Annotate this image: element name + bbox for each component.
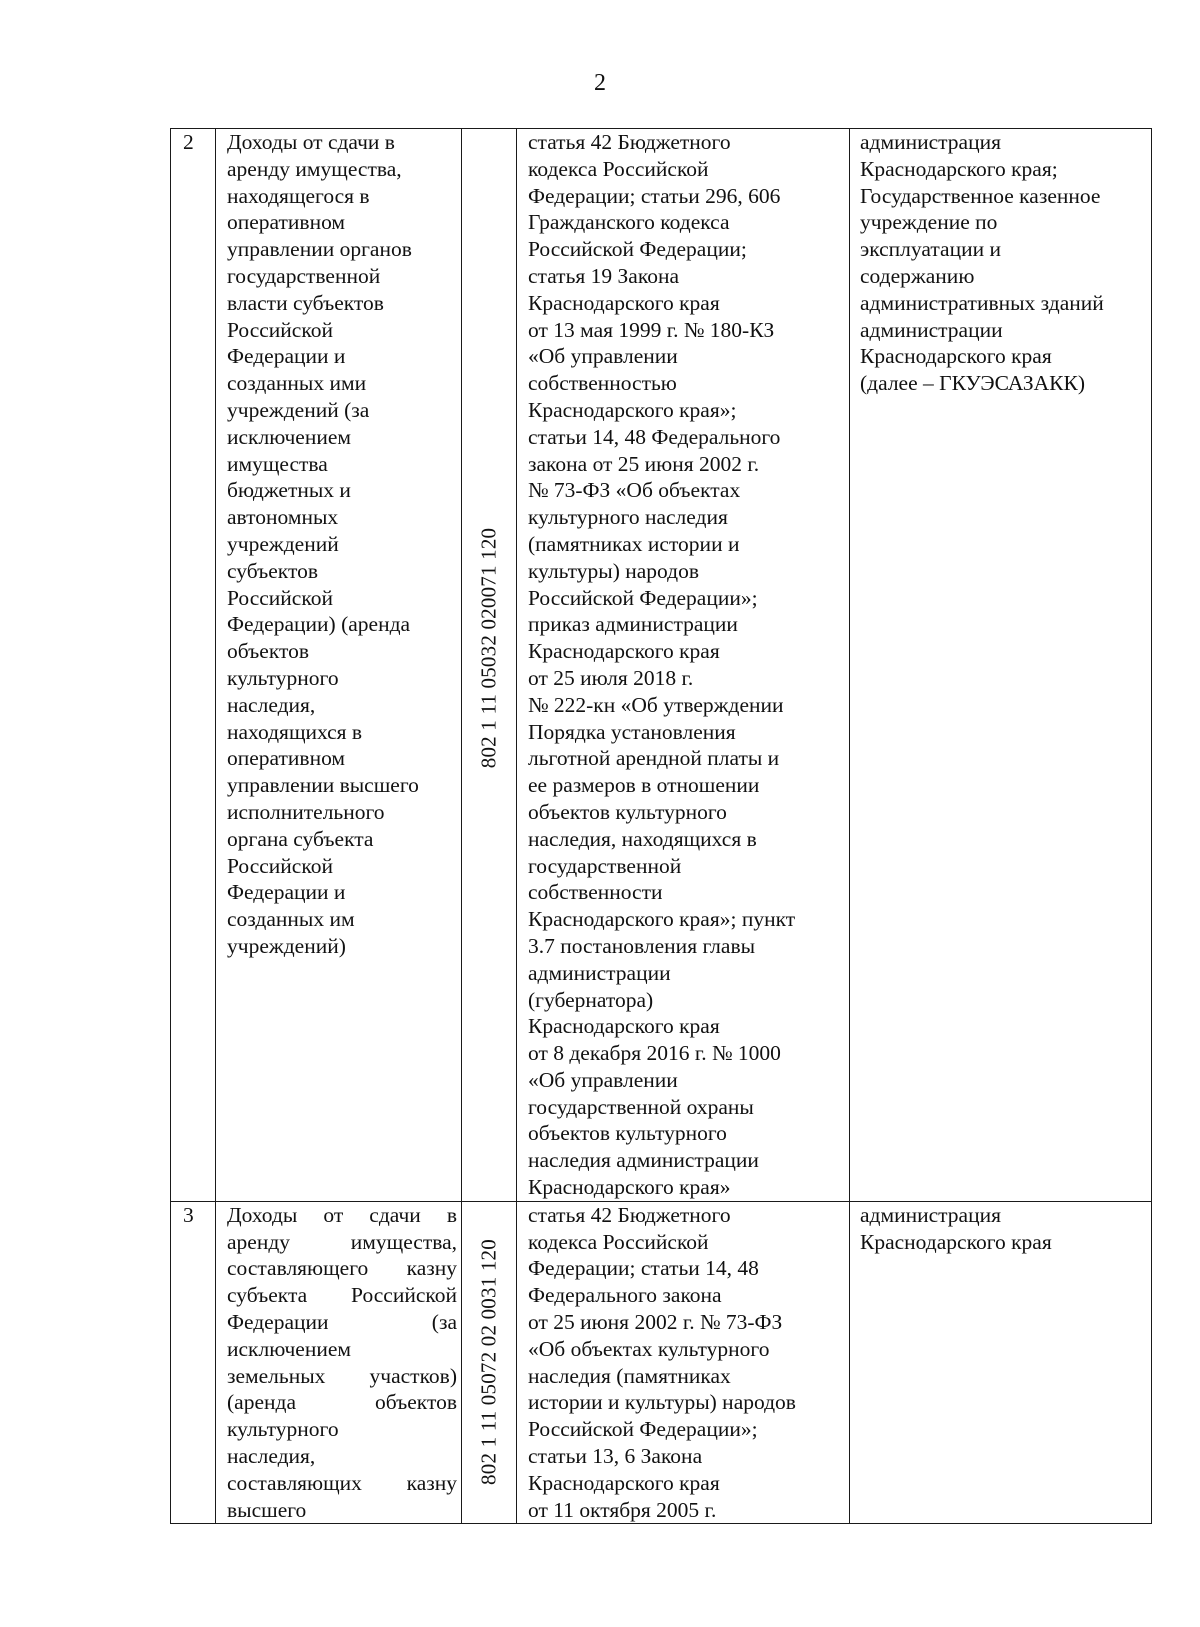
legal-basis: статья 42 Бюджетного кодекса Российской Федерации; статьи 14, 48 Федерального закона от 25 июня 2002 г. № 73-ФЗ «Об объектах культурного наследия (памятниках истории и культуры) народов Российской Федерации»; статьи 13, 6 Закона Краснодарского края от 11 октября 2005 г. <box>528 1202 796 1522</box>
revenue-name: Доходы от сдачи в аренду имущества, составляющего казну субъекта Российской Федерации (за исключением земельных участков) (аренда объектов культурного наследия, составляющих казну высшего <box>227 1202 457 1522</box>
budget-code-wrap <box>462 129 516 1199</box>
budget-code-cell <box>462 1201 517 1524</box>
revenue-name-cell <box>216 1201 462 1524</box>
legal-basis: статья 42 Бюджетного кодекса Российской Федерации; статьи 296, 606 Гражданского кодекса Российской Федерации; статья 19 Закона Краснодарского края от 13 мая 1999 г. № 180-КЗ «Об управлении собственностью Краснодарского края»; статьи 14, 48 Федерального закона от 25 июня 2002 г. № 73-ФЗ «Об объектах культурного наследия (памятниках истории и культуры) народов Российской Федерации»; приказ администрации Краснодарского края от 25 июля 2018 г. № 222-кн «Об утверждении Порядка установления льготной арендной платы и ее размеров в отношении объектов культурного наследия, находящихся в государственной собственности Краснодарского края»; пункт 3.7 постановления главы администрации (губернатора) Краснодарского края от 8 декабря 2016 г. № 1000 «Об управлении государственной охраны объектов культурного наследия администрации Краснодарского края» <box>528 130 796 1200</box>
budget-code-cell <box>462 129 517 1202</box>
budget-code-wrap <box>462 1202 516 1522</box>
page-number: 2 <box>594 70 606 96</box>
budget-code: 802 1 11 05072 02 0031 120 <box>476 1238 501 1485</box>
administrator: администрация Краснодарского края <box>860 1202 1052 1254</box>
administrator-cell <box>850 129 1152 1202</box>
revenue-table <box>170 128 1152 1524</box>
legal-basis-cell <box>517 1201 850 1524</box>
table-row <box>171 129 1152 1202</box>
row-number-cell <box>171 129 216 1202</box>
table-row <box>171 1201 1152 1524</box>
row-number: 3 <box>183 1202 194 1227</box>
revenue-name: Доходы от сдачи в аренду имущества, находящегося в оперативном управлении органов государственной власти субъектов Российской Федерации и созданных ими учреждений (за исключением имущества бюджетных и автономных учреждений субъектов Российской Федерации) (аренда объектов культурного наследия, находящихся в оперативном управлении высшего исполнительного органа субъекта Российской Федерации и созданных им учреждений) <box>227 130 419 958</box>
legal-basis-cell <box>517 129 850 1202</box>
row-number: 2 <box>183 130 194 154</box>
row-number-cell <box>171 1201 216 1524</box>
revenue-name-cell <box>216 129 462 1202</box>
administrator-cell <box>850 1201 1152 1524</box>
administrator: администрация Краснодарского края; Государственное казенное учреждение по эксплуатации и содержанию административных зданий администрации Краснодарского края (далее – ГКУЭСАЗАКК) <box>860 130 1104 396</box>
budget-code: 802 1 11 05032 020071 120 <box>476 527 501 769</box>
